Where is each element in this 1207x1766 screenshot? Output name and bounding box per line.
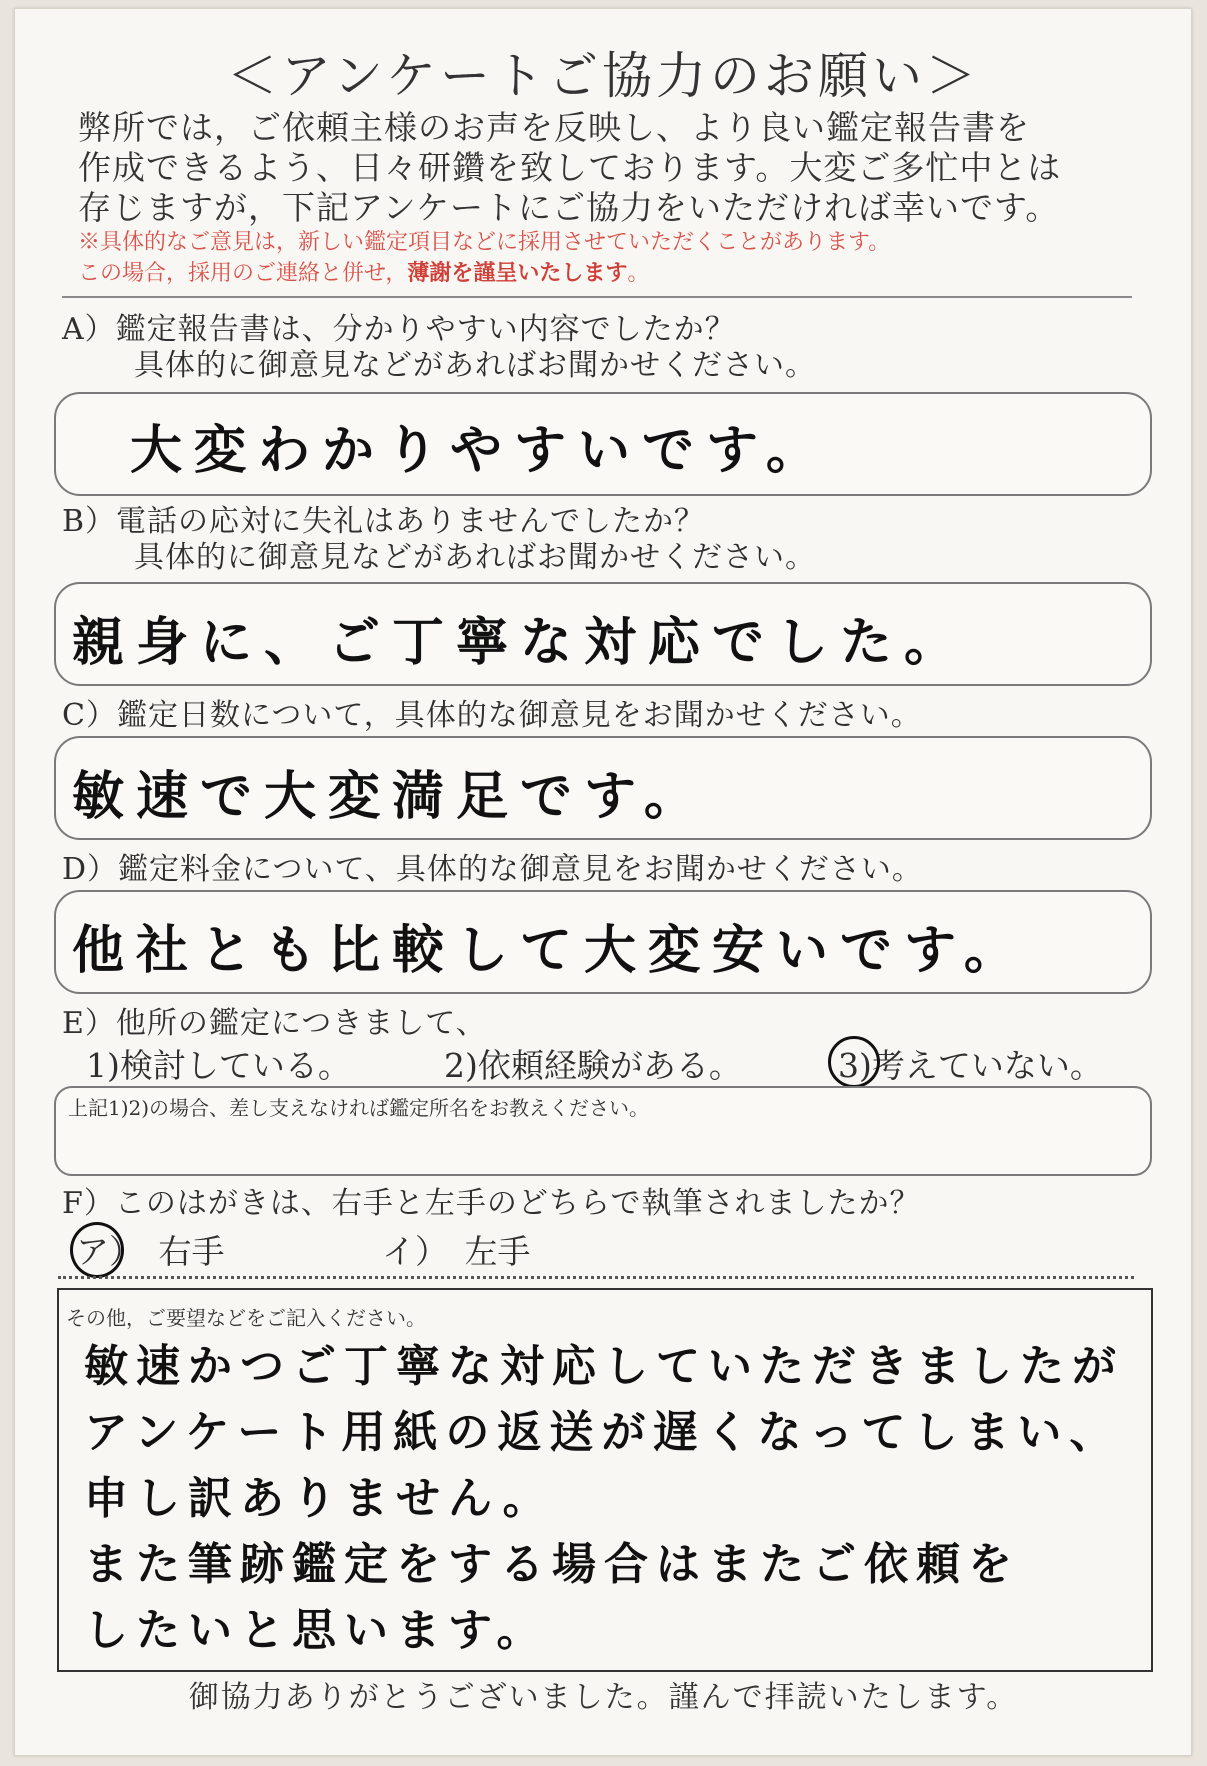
thanks-text: 御協力ありがとうございました。謹んで拝読いたします。 <box>188 1680 1019 1715</box>
question-a <box>62 312 816 384</box>
other-comment-line: アンケート用紙の返送が遅くなってしまい、 <box>84 1407 1122 1458</box>
question-e-line-1: E）他所の鑑定につきまして、 <box>62 1006 487 1041</box>
option-e-1[interactable]: 1)検討している。 <box>86 1046 351 1085</box>
intro-line: 弊所では，ご依頼主様のお声を反映し、より良い鑑定報告書を <box>78 108 1030 147</box>
question-d <box>62 852 923 888</box>
dotted-divider <box>58 1276 1134 1279</box>
survey-title: ＜アンケートご協力のお願い＞ <box>227 47 980 105</box>
note-bold-text: 薄謝を謹呈いたします <box>407 260 628 286</box>
answer-a-text: 大変わかりやすいです。 <box>130 421 830 481</box>
question-b <box>62 504 816 576</box>
option-f-right-hand[interactable]: ア） 右手 <box>76 1232 225 1271</box>
question-d-line-1: D）鑑定料金について、具体的な御意見をお聞かせください。 <box>62 852 923 887</box>
question-f-line-1: F）このはがきは、右手と左手のどちらで執筆されましたか？ <box>62 1186 921 1221</box>
answer-d-text: 他社とも比較して大変安いです。 <box>72 921 1028 981</box>
question-c <box>62 698 922 734</box>
other-comment-line: 敏速かつご丁寧な対応していただきましたが <box>84 1341 1124 1392</box>
answer-e-box-label: 上記1)2)の場合、差し支えなければ鑑定所名をお教えください。 <box>68 1096 650 1120</box>
other-comment-line: したいと思います。 <box>84 1605 549 1656</box>
option-e-3[interactable]: 3)考えていない。 <box>838 1046 1103 1085</box>
note-line-1: ※具体的なご意見は，新しい鑑定項目などに採用させていただくことがあります。 <box>78 230 891 255</box>
question-c-line-1: C）鑑定日数について，具体的な御意見をお聞かせください。 <box>62 698 922 733</box>
question-e <box>62 1006 487 1042</box>
intro-line: 作成できるよう、日々研鑽を致しております。大変ご多忙中とは <box>78 148 1062 187</box>
note-line-2 <box>78 258 1138 289</box>
selected-option-circle <box>70 1222 124 1278</box>
other-comment-line: また筆跡鑑定をする場合はまたご依頼を <box>84 1539 1020 1590</box>
intro-line: 存じますが，下記アンケートにご協力をいただければ幸いです。 <box>78 188 1060 227</box>
other-comments-label: その他，ご要望などをご記入ください。 <box>66 1306 426 1330</box>
note-text-end: 。 <box>627 261 650 286</box>
other-comment-line: 申し訳ありません。 <box>84 1473 555 1524</box>
intro-text <box>78 108 1138 228</box>
option-e-2[interactable]: 2)依頼経験がある。 <box>444 1046 742 1085</box>
question-a-line-1: A）鑑定報告書は、分かりやすい内容でしたか？ <box>62 312 736 347</box>
question-a-line-2: 具体的に御意見などがあればお聞かせください。 <box>134 348 816 383</box>
question-b-line-1: B）電話の応対に失礼はありませんでしたか？ <box>62 504 706 539</box>
selected-option-circle <box>828 1036 880 1088</box>
option-f-left-hand[interactable]: イ） 左手 <box>382 1232 531 1271</box>
note-text: この場合，採用のご連絡と併せ， <box>78 261 408 286</box>
answer-b-text: 親身に、ご丁寧な対応でした。 <box>72 613 969 673</box>
red-note <box>78 228 1138 289</box>
question-b-line-2: 具体的に御意見などがあればお聞かせください。 <box>134 540 816 575</box>
divider <box>62 296 1132 298</box>
answer-c-text: 敏速で大変満足です。 <box>72 767 708 827</box>
question-f <box>62 1186 921 1222</box>
